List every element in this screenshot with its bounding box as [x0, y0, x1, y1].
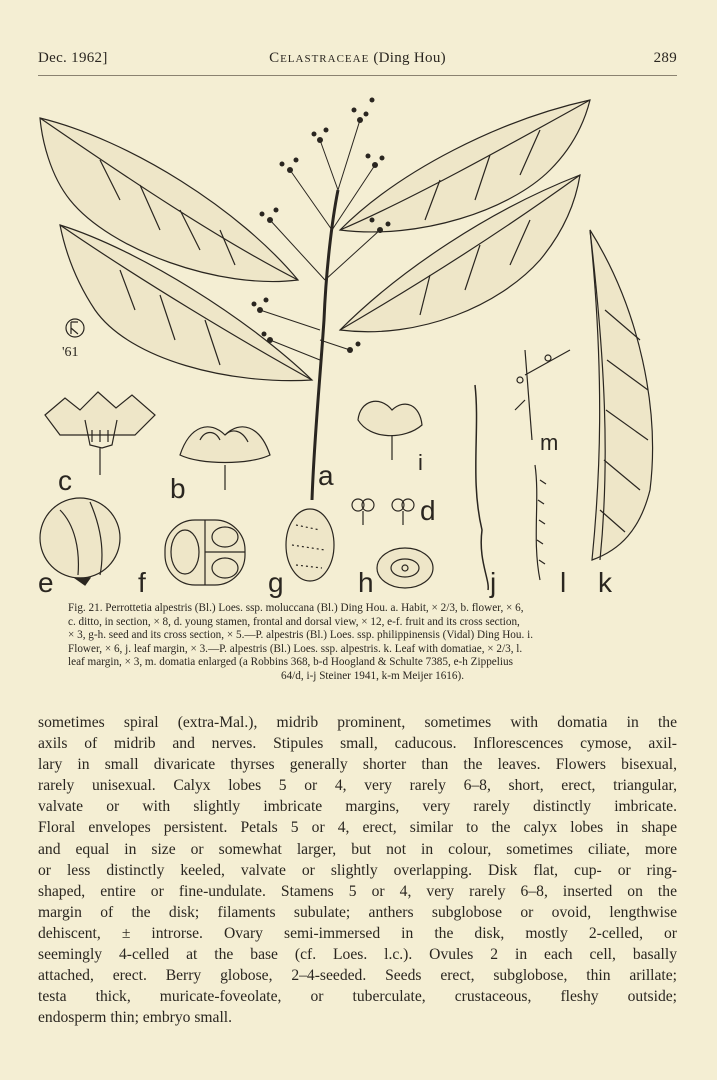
detail-j-leaf-margin — [475, 385, 488, 590]
body-line: attached, erect. Berry globose, 2–4-seeded. Seeds erect, subglobose, thin arillate; — [38, 967, 677, 985]
label-k: k — [598, 567, 612, 598]
label-d: d — [420, 495, 436, 526]
body-line: testa thick, muricate-foveolate, or tuberculate, crustaceous, fleshy outside; — [38, 988, 677, 1006]
body-line: Floral envelopes persistent. Petals 5 or 4, erect, similar to the calyx lobes in shape — [38, 819, 677, 837]
detail-g-seed — [286, 509, 334, 581]
monogram-year: '61 — [62, 345, 79, 360]
header-title — [38, 50, 677, 67]
body-line: lary in small divaricate thyrses generally shorter than the leaves. Flowers bisexual, — [38, 756, 677, 774]
caption-line: Fig. 21. Perrottetia alpestris (Bl.) Loes. ssp. moluccana (Bl.) Ding Hou. a. Habit, × 2/3, b. flower, × 6, — [68, 602, 524, 614]
body-line: shaped, entire or fine-undulate. Stamens 5 or 4, very rarely 6–8, inserted on the — [38, 882, 677, 900]
body-line: sometimes spiral (extra-Mal.), midrib prominent, sometimes with domatia in the — [38, 714, 677, 731]
label-h: h — [358, 567, 374, 598]
detail-h-seed-section — [377, 548, 433, 588]
detail-c-flower-section — [45, 392, 155, 475]
label-f: f — [138, 567, 146, 598]
detail-d-stamens — [352, 499, 414, 525]
running-header — [38, 50, 677, 72]
detail-b-flower — [180, 427, 270, 490]
body-line: valvate or with slightly imbricate margins, very rarely distinctly imbricate. — [38, 798, 677, 816]
botanical-plate — [20, 80, 690, 600]
detail-f-fruit-section — [165, 520, 245, 585]
figure-caption — [68, 602, 677, 684]
detail-i-flower — [358, 401, 422, 460]
plate-illustration — [20, 80, 690, 600]
label-c: c — [58, 465, 72, 496]
body-line: seemingly 4-celled at the base (cf. Loes. l.c.). Ovules 2 in each cell, basally — [38, 946, 677, 964]
body-line: axils of midrib and nerves. Stipules small, caducous. Inflorescences cymose, axil- — [38, 735, 677, 753]
caption-line: 64/d, i-j Steiner 1941, k-m Meijer 1616). — [280, 669, 464, 682]
body-line: or less distinctly keeled, valvate or slightly overlapping. Disk flat, cup- or ring- — [38, 861, 677, 879]
header-rule — [38, 75, 677, 76]
label-i: i — [418, 450, 423, 475]
detail-k-leaf — [590, 230, 653, 560]
label-e: e — [38, 567, 54, 598]
caption-line: c. ditto, in section, × 8, d. young stamen, frontal and dorsal view, × 12, e-f. fruit and its cross section, — [68, 615, 520, 628]
caption-line: Flower, × 6, j. leaf margin, × 3.—P. alpestris (Bl.) Loes. ssp. alpestris. k. Leaf with domatiae, × 2/3, l. — [68, 642, 523, 655]
caption-line: leaf margin, × 3, m. domatia enlarged (a Robbins 368, b-d Hoogland & Schulte 7385, e-h Zippelius — [68, 656, 513, 669]
detail-l-leaf-margin — [535, 465, 546, 580]
label-j: j — [490, 567, 497, 598]
label-g: g — [268, 567, 284, 598]
label-b: b — [170, 473, 186, 504]
artist-monogram — [62, 319, 84, 360]
detail-m-domatia — [515, 350, 570, 440]
header-author: (Ding Hou) — [373, 50, 446, 66]
label-m: m — [540, 430, 559, 455]
caption-line: × 3, g-h. seed and its cross section, × 5.—P. alpestris (Bl.) Loes. ssp. philippinensis (Vidal) Ding Hou. i. — [68, 629, 533, 642]
page-number: 289 — [653, 50, 677, 66]
body-line: margin of the disk; filaments subulate; anthers subglobose or ovoid, lengthwise — [38, 903, 677, 921]
header-date: Dec. 1962] — [38, 50, 108, 66]
body-line: and equal in size or somewhat larger, but not in colour, sometimes ciliate, more — [38, 840, 677, 858]
body-line: dehiscent, ± introrse. Ovary semi-immersed in the disk, mostly 2-celled, or — [38, 924, 677, 942]
label-a: a — [318, 460, 334, 491]
body-line: rarely unisexual. Calyx lobes 5 or 4, very rarely 6–8, short, erect, triangular, — [38, 777, 677, 795]
label-l: l — [560, 567, 567, 598]
body-line: endosperm thin; embryo small. — [38, 1009, 233, 1027]
body-paragraph — [38, 712, 677, 1028]
header-family: Celastraceae — [269, 50, 370, 66]
